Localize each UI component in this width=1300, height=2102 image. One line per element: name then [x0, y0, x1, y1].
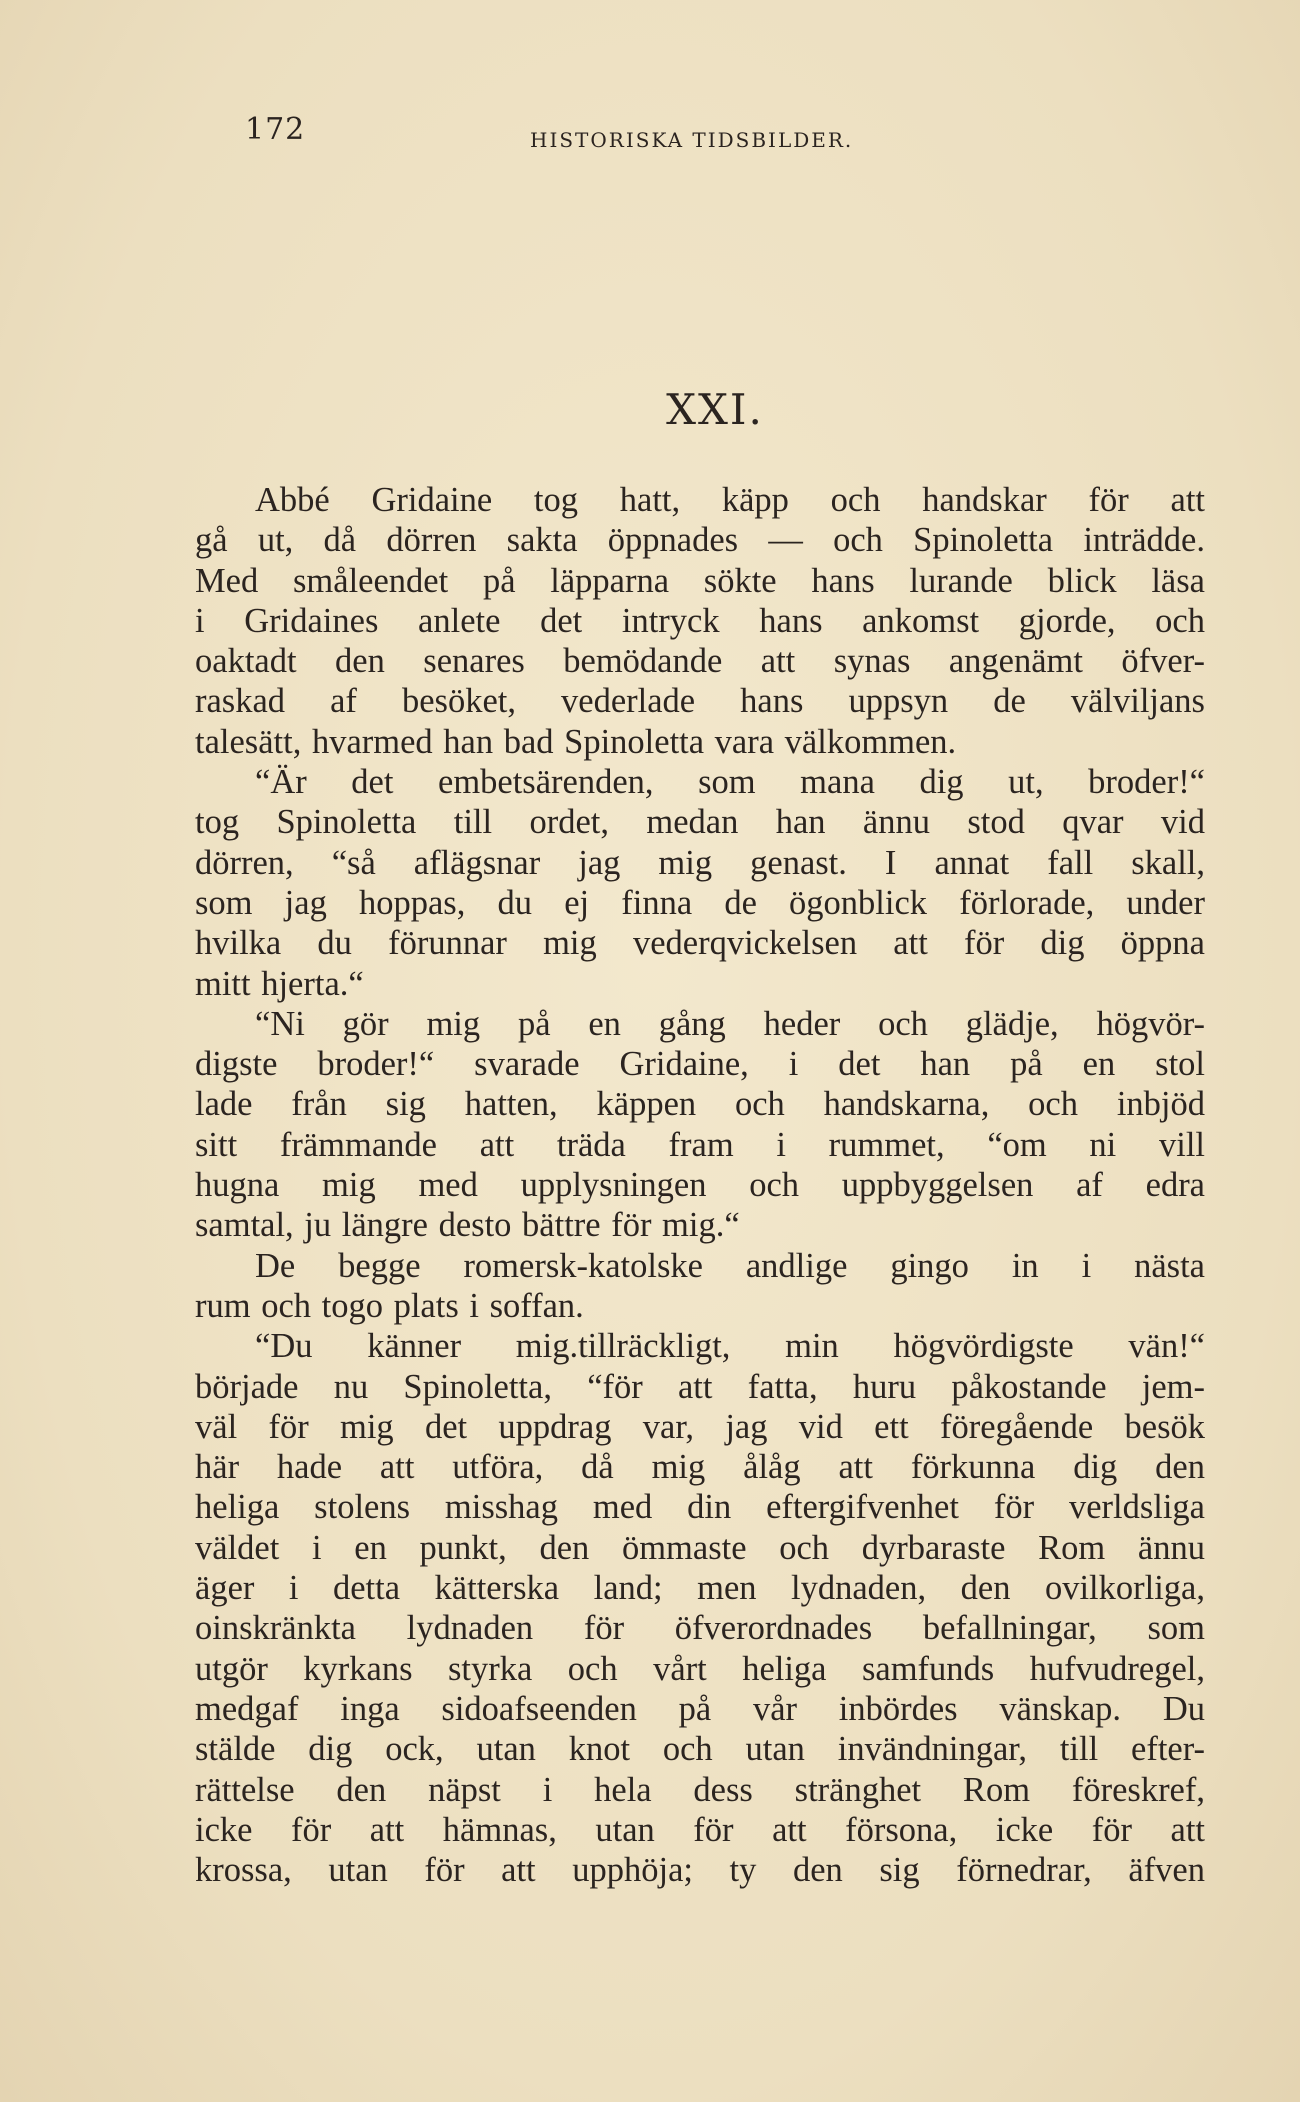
text-line: Abbé Gridaine tog hatt, käpp och handskar för att — [255, 481, 1205, 519]
text-line: hvilka du förunnar mig vederqvickelsen att för dig öppna — [195, 924, 1205, 963]
text-line: heliga stolens misshag med din eftergifvenhet för verldsliga — [195, 1488, 1205, 1527]
text-line: mitt hjerta.“ — [195, 964, 364, 1003]
text-line: dörren, “så aflägsnar jag mig genast. I annat fall skall, — [195, 843, 1205, 882]
page-number: 172 — [245, 112, 306, 147]
text-line: sitt främmande att träda fram i rummet, “om ni vill — [195, 1125, 1205, 1164]
text-line: oaktadt den senares bemödande att synas angenämt öfver- — [195, 642, 1205, 681]
text-line: här hade att utföra, då mig ålåg att förkunna dig den — [195, 1448, 1205, 1487]
text-line: tog Spinoletta till ordet, medan han ännu stod qvar vid — [195, 803, 1205, 842]
text-line: lade från sig hatten, käppen och handskarna, och inbjöd — [195, 1085, 1205, 1124]
text-line: väldet i en punkt, den ömmaste och dyrbaraste Rom ännu — [195, 1528, 1205, 1567]
running-head: HISTORISKA TIDSBILDER. — [530, 128, 854, 152]
text-line: icke för att hämnas, utan för att försona, icke för att — [195, 1810, 1205, 1849]
text-line: i Gridaines anlete det intryck hans ankomst gjorde, och — [195, 601, 1205, 640]
text-line: krossa, utan för att upphöja; ty den sig förnedrar, äfven — [195, 1851, 1205, 1890]
chapter-heading: XXI. — [666, 385, 764, 434]
text-line: hugna mig med upplysningen och uppbyggelsen af edra — [195, 1166, 1205, 1205]
text-line: som jag hoppas, du ej finna de ögonblick förlorade, under — [195, 883, 1205, 922]
text-line: utgör kyrkans styrka och vårt heliga samfunds hufvudregel, — [195, 1649, 1205, 1688]
body-text — [195, 480, 1205, 1890]
text-line: “Ni gör mig på en gång heder och glädje, högvör- — [255, 1004, 1205, 1043]
text-line: väl för mig det uppdrag var, jag vid ett föregående besök — [195, 1407, 1205, 1446]
text-line: raskad af besöket, vederlade hans uppsyn de välviljans — [195, 682, 1205, 721]
text-line: talesätt, hvarmed han bad Spinoletta vara välkommen. — [195, 722, 957, 761]
text-line: medgaf inga sidoafseenden på vår inbördes vänskap. Du — [195, 1689, 1205, 1728]
text-line: började nu Spinoletta, “för att fatta, huru påkostande jem- — [195, 1367, 1205, 1406]
text-line: rättelse den näpst i hela dess stränghet Rom föreskref, — [195, 1770, 1205, 1809]
text-line: De begge romersk-katolske andlige gingo in i nästa — [255, 1246, 1205, 1285]
text-line: äger i detta kätterska land; men lydnaden, den ovilkorliga, — [195, 1569, 1205, 1608]
text-line: Med småleendet på läpparna sökte hans lurande blick läsa — [195, 561, 1205, 600]
text-line: samtal, ju längre desto bättre för mig.“ — [195, 1206, 740, 1245]
text-line: digste broder!“ svarade Gridaine, i det han på en stol — [195, 1045, 1205, 1084]
text-line: “Är det embetsärenden, som mana dig ut, broder!“ — [255, 763, 1205, 802]
text-line: rum och togo plats i soffan. — [195, 1286, 584, 1325]
text-line: gå ut, då dörren sakta öppnades — och Spinoletta inträdde. — [195, 521, 1205, 560]
text-line: oinskränkta lydnaden för öfverordnades befallningar, som — [195, 1609, 1205, 1648]
text-line: “Du känner mig.tillräckligt, min högvördigste vän!“ — [255, 1327, 1205, 1366]
text-line: stälde dig ock, utan knot och utan invändningar, till efter- — [195, 1730, 1205, 1769]
